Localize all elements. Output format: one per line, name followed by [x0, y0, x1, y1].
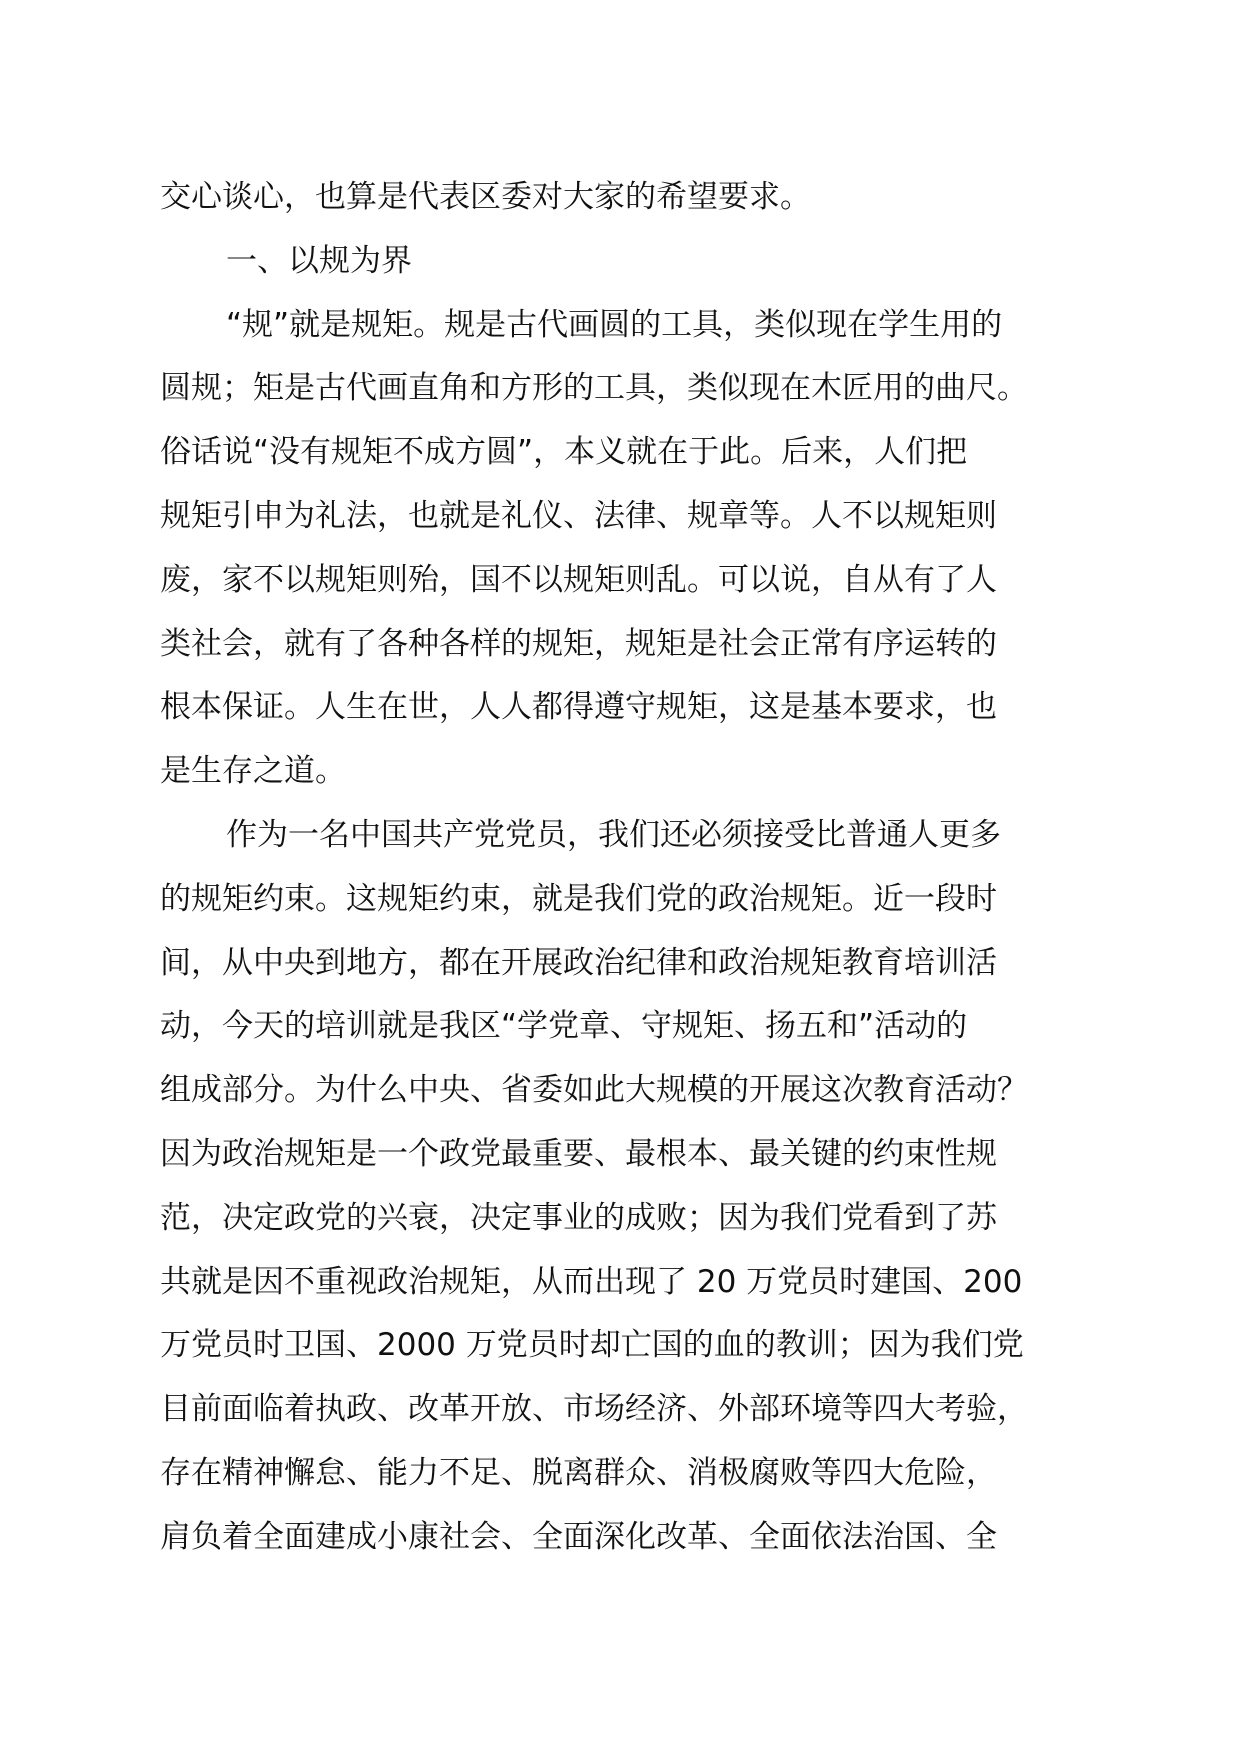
text-line: 类社会，就有了各种各样的规矩，规矩是社会正常有序运转的 — [160, 625, 997, 662]
text-line: 规矩引申为礼法，也就是礼仪、法律、规章等。人不以规矩则 — [160, 497, 997, 534]
text-line: 肩负着全面建成小康社会、全面深化改革、全面依法治国、全 — [160, 1518, 997, 1555]
text-line: 是生存之道。 — [160, 753, 346, 790]
text-line: 共就是因不重视政治规矩，从而出现了 20 万党员时建国、200 — [160, 1263, 1023, 1300]
text-line: 圆规；矩是古代画直角和方形的工具，类似现在木匠用的曲尺。 — [160, 370, 1028, 407]
text-line: 万党员时卫国、2000 万党员时却亡国的血的教训；因为我们党 — [160, 1327, 1024, 1364]
document-body — [160, 166, 1120, 1570]
text-line: 动，今天的培训就是我区“学党章、守规矩、扬五和”活动的 — [160, 1008, 968, 1045]
text-line: 因为政治规矩是一个政党最重要、最根本、最关键的约束性规 — [160, 1135, 997, 1172]
text-line: 组成部分。为什么中央、省委如此大规模的开展这次教育活动？ — [160, 1072, 1028, 1109]
text-line: 存在精神懈怠、能力不足、脱离群众、消极腐败等四大危险， — [160, 1454, 997, 1491]
text-line: 废，家不以规矩则殆，国不以规矩则乱。可以说，自从有了人 — [160, 561, 997, 598]
text-line: 交心谈心，也算是代表区委对大家的希望要求。 — [160, 179, 811, 215]
text-line: 俗话说“没有规矩不成方圆”，本义就在于此。后来，人们把 — [160, 434, 968, 471]
text-line: 的规矩约束。这规矩约束，就是我们党的政治规矩。近一段时 — [160, 880, 997, 917]
text-line: 目前面临着执政、改革开放、市场经济、外部环境等四大考验， — [160, 1391, 1028, 1428]
text-line: 作为一名中国共产党党员，我们还必须接受比普通人更多 — [226, 816, 1001, 853]
section-heading: 一、以规为界 — [226, 242, 412, 279]
text-line: 根本保证。人生在世，人人都得遵守规矩，这是基本要求，也 — [160, 689, 997, 726]
text-line: 间，从中央到地方，都在开展政治纪律和政治规矩教育培训活 — [160, 944, 997, 981]
text-line: 范，决定政党的兴衰，决定事业的成败；因为我们党看到了苏 — [160, 1199, 997, 1236]
text-line: “规”就是规矩。规是古代画圆的工具，类似现在学生用的 — [226, 306, 1003, 343]
